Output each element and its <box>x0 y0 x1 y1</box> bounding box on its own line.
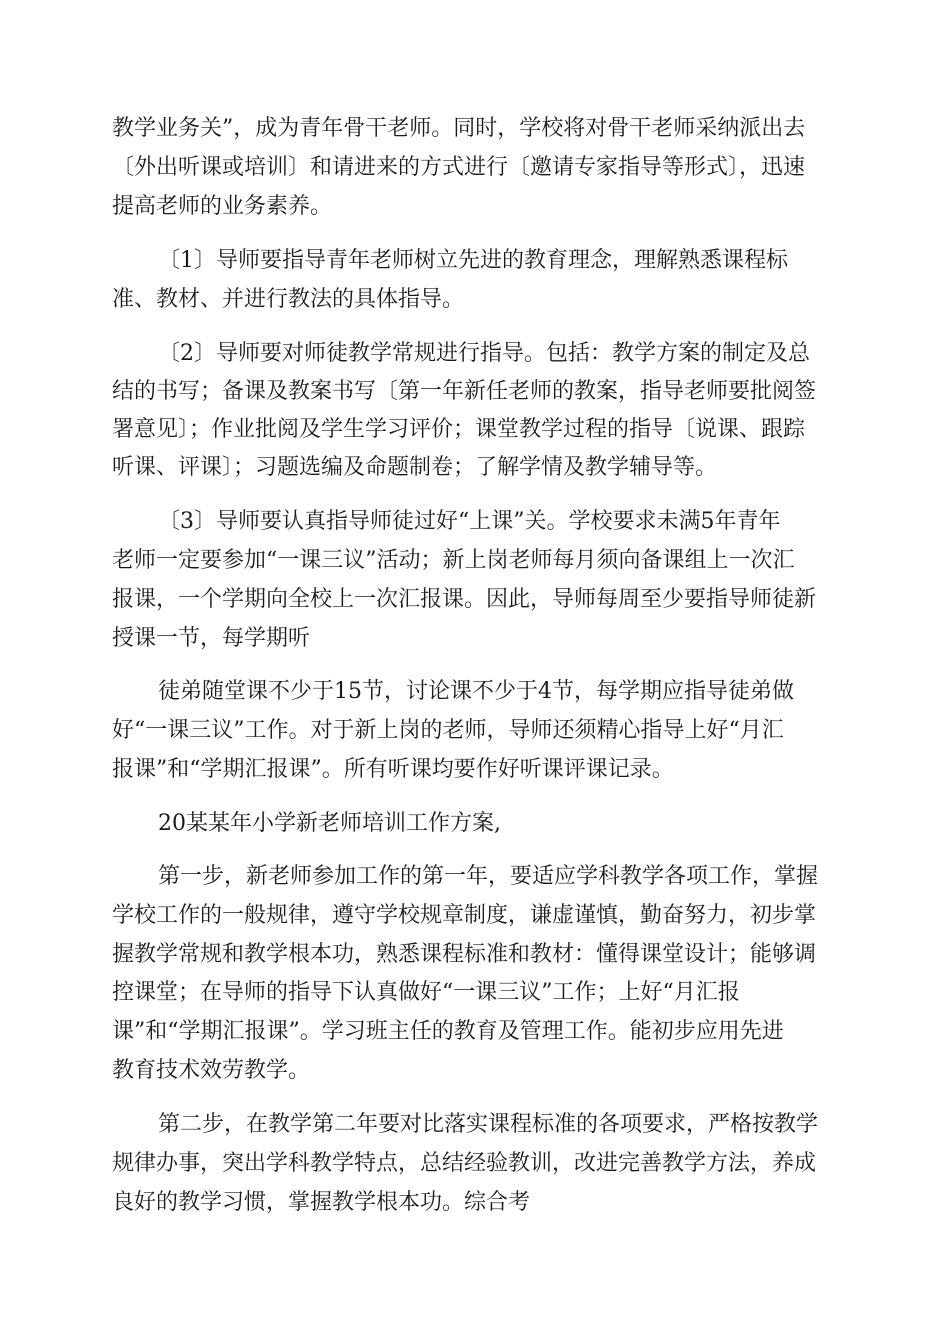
p1-line-1: 教学业务关”，成为青年骨干老师。同时，学校将对骨干老师采纳派出去 <box>112 116 806 141</box>
p8-line-1: 第二步，在教学第二年要对比落实课程标准的各项要求，严格按教学 <box>158 1112 819 1137</box>
p3-line-4: 听课、评课〕；习题选编及命题制卷；了解学情及教学辅导等。 <box>112 455 718 480</box>
p6-line-1: 20某某年小学新老师培训工作方案, <box>158 811 501 836</box>
p5-line-2: 好“一课三议”工作。对于新上岗的老师，导师还须精心指导上好“月汇 <box>112 718 784 743</box>
p3-line-3: 署意见〕；作业批阅及学生学习评价；课堂教学过程的指导〔说课、跟踪 <box>112 417 806 442</box>
p2-line-1: 〔1〕导师要指导青年老师树立先进的教育理念，理解熟悉课程标 <box>158 248 788 273</box>
p4-line-1: 〔3〕导师要认真指导师徒过好“上课”关。学校要求未满5年青年 <box>158 509 781 534</box>
p4-line-2: 老师一定要参加“一课三议”活动；新上岗老师每月须向备课组上一次汇 <box>112 548 795 573</box>
p7-line-3: 握教学常规和教学根本功，熟悉课程标准和教材：懂得课堂设计；能够调 <box>112 942 817 967</box>
p7-line-6: 教育技术效劳教学。 <box>112 1058 311 1083</box>
p1-line-2: 〔外出听课或培训〕和请进来的方式进行〔邀请专家指导等形式〕，迅速 <box>112 155 806 180</box>
p2-line-2: 准、教材、并进行教法的具体指导。 <box>112 287 465 312</box>
p3-line-2: 结的书写；备课及教案书写〔第一年新任老师的教案，指导老师要批阅签 <box>112 379 817 404</box>
p4-line-4: 授课一节，每学期听 <box>112 626 311 651</box>
p1-line-3: 提高老师的业务素养。 <box>112 194 333 219</box>
p3-line-1: 〔2〕导师要对师徒教学常规进行指导。包括：教学方案的制定及总 <box>158 341 810 366</box>
p7-line-2: 学校工作的一般规律，遵守学校规章制度，谦虚谨慎，勤奋努力，初步掌 <box>112 903 817 928</box>
p7-line-1: 第一步，新老师参加工作的第一年，要适应学科教学各项工作，掌握 <box>158 864 819 889</box>
p4-line-3: 报课，一个学期向全校上一次汇报课。因此，导师每周至少要指导师徒新 <box>112 587 817 612</box>
p8-line-2: 规律办事，突出学科教学特点，总结经验教训，改进完善教学方法，养成 <box>112 1151 817 1176</box>
p5-line-1: 徒弟随堂课不少于15节，讨论课不少于4节，每学期应指导徒弟做 <box>158 679 794 704</box>
p7-line-4: 控课堂；在导师的指导下认真做好“一课三议”工作；上好“月汇报 <box>112 980 740 1005</box>
p8-line-3: 良好的教学习惯，掌握教学根本功。综合考 <box>112 1190 531 1215</box>
p7-line-5: 课”和“学期汇报课”。学习班主任的教育及管理工作。能初步应用先进 <box>112 1019 784 1044</box>
p5-line-3: 报课”和“学期汇报课”。所有听课均要作好听课评课记录。 <box>112 757 674 782</box>
